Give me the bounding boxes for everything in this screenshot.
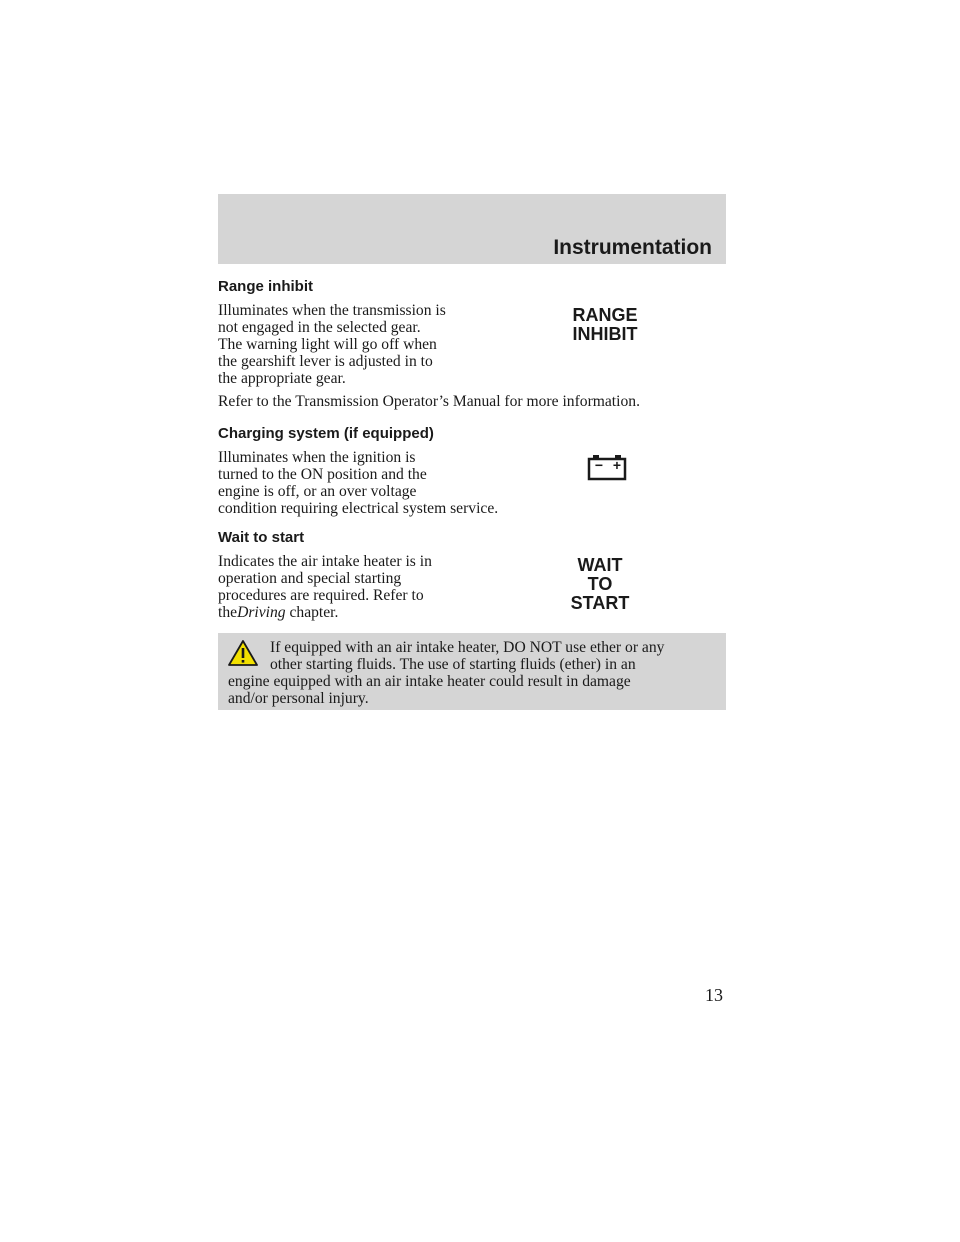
wait-to-start-icon — [558, 556, 642, 613]
text-line: Illuminates when the ignition is — [218, 449, 416, 466]
warning-box — [218, 633, 726, 710]
text-fragment: chapter. — [289, 604, 339, 621]
text-fragment: the — [218, 604, 238, 621]
wait-to-start-heading: Wait to start — [218, 529, 305, 546]
text-line: condition requiring electrical system service. — [218, 500, 499, 517]
section-title: Instrumentation — [553, 236, 712, 259]
icon-label-line: WAIT — [577, 555, 623, 575]
range-inhibit-text — [218, 302, 446, 387]
battery-minus-symbol: − — [594, 457, 604, 473]
text-line: Indicates the air intake heater is in — [218, 553, 432, 570]
text-line: and/or personal injury. — [228, 690, 369, 707]
text-line: procedures are required. Refer to — [218, 587, 424, 604]
text-line: other starting fluids. The use of starting fluids (ether) in an — [270, 656, 636, 673]
warning-text — [228, 639, 664, 707]
text-line: turned to the ON position and the — [218, 466, 427, 483]
charging-system-heading: Charging system (if equipped) — [218, 425, 434, 442]
section-header — [218, 194, 726, 264]
icon-label-line: RANGE — [572, 305, 638, 325]
icon-label-line: TO — [587, 574, 613, 594]
charging-system-text — [218, 449, 498, 517]
page-number: 13 — [705, 985, 723, 1005]
range-inhibit-icon — [560, 306, 650, 344]
battery-icon — [587, 453, 627, 481]
battery-plus-symbol: + — [612, 457, 622, 473]
text-line: the appropriate gear. — [218, 370, 346, 387]
text-line: Illuminates when the transmission is — [218, 302, 446, 319]
text-line: the gearshift lever is adjusted in to — [218, 353, 433, 370]
text-line: engine equipped with an air intake heater could result in damage — [228, 673, 631, 690]
text-line — [218, 604, 432, 621]
text-line: If equipped with an air intake heater, DO NOT use ether or any — [270, 639, 665, 656]
icon-label-line: START — [570, 593, 630, 613]
text-line: Refer to the Transmission Operator’s Manual for more information. — [218, 393, 640, 410]
range-inhibit-heading: Range inhibit — [218, 278, 313, 295]
range-inhibit-note — [218, 393, 640, 410]
chapter-reference: Driving — [237, 604, 286, 621]
text-line: not engaged in the selected gear. — [218, 319, 421, 336]
icon-label-line: INHIBIT — [572, 324, 638, 344]
text-line: engine is off, or an over voltage — [218, 483, 417, 500]
wait-to-start-text — [218, 553, 432, 621]
text-line: operation and special starting — [218, 570, 402, 587]
text-line: The warning light will go off when — [218, 336, 437, 353]
